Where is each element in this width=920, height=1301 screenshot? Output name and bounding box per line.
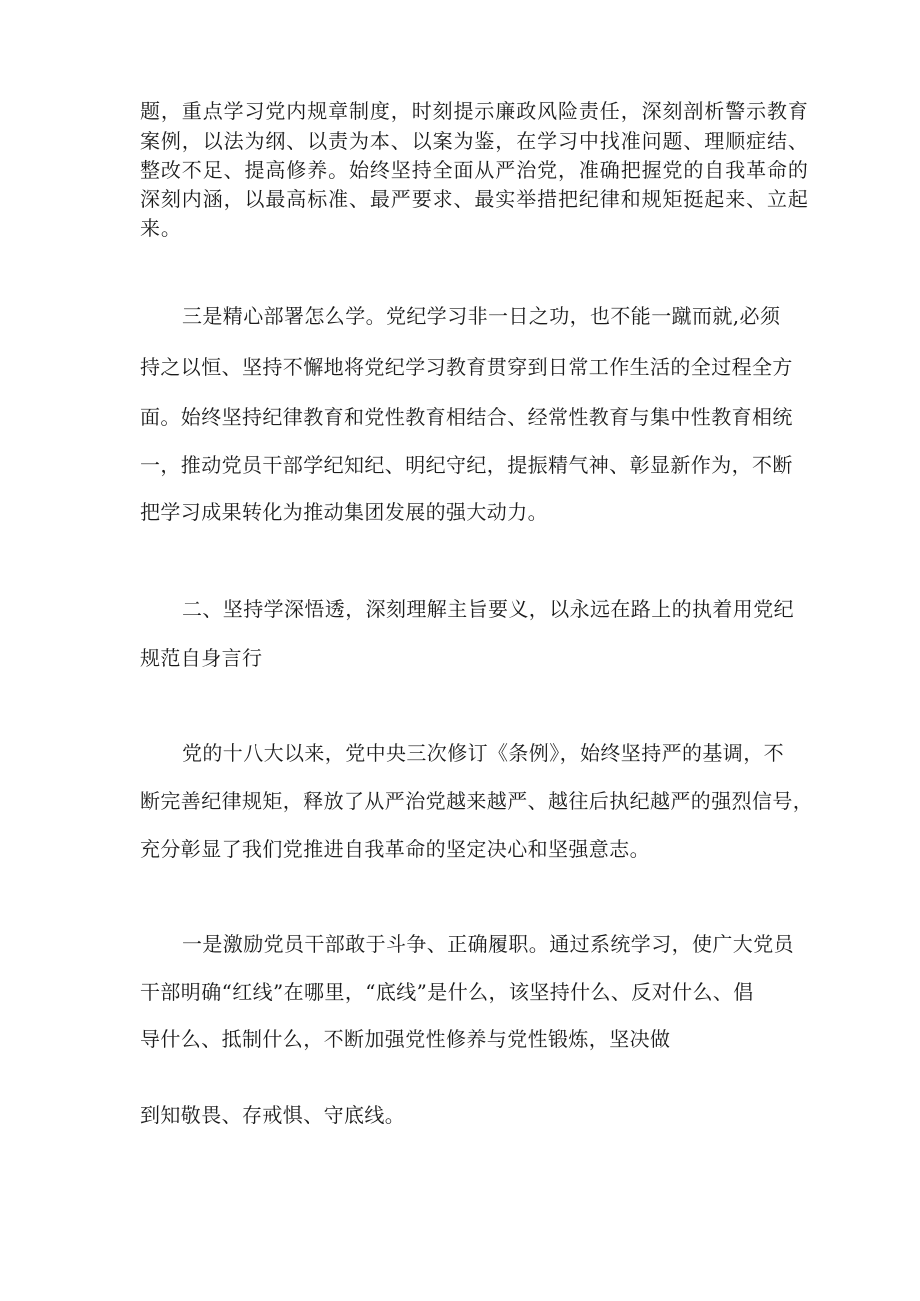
paragraph-line: 把学习成果转化为推动集团发展的强大动力。 (140, 500, 548, 524)
paragraph-line: 来。 (140, 216, 182, 240)
paragraph-line: 充分彰显了我们党推进自我革命的坚定决心和坚强意志。 (140, 837, 650, 861)
paragraph-line: 面。始终坚持纪律教育和党性教育相结合、经常性教育与集中性教育相统 (140, 405, 793, 429)
paragraph-line: 题，重点学习党内规章制度，时刻提示廉政风险责任，深刻剖析警示教育 (140, 99, 809, 123)
paragraph-line: 党的十八大以来，党中央三次修订《条例》，始终坚持严的基调，不 (182, 741, 784, 765)
paragraph-line: 持之以恒、坚持不懈地将党纪学习教育贯穿到日常工作生活的全过程全方 (140, 355, 793, 379)
paragraph-line: 断完善纪律规矩，释放了从严治党越来越严、越往后执纪越严的强烈信号， (140, 789, 814, 813)
heading-line: 二、坚持学深悟透，深刻理解主旨要义，以永远在路上的执着用党纪 (182, 597, 794, 621)
paragraph-line: 三是精心部署怎么学。党纪学习非一日之功，也不能一蹴而就,必须 (182, 304, 781, 328)
paragraph-line: 一，推动党员干部学纪知纪、明纪守纪，提振精气神、彰显新作为，不断 (140, 453, 793, 477)
paragraph-line: 深刻内涵，以最高标准、最严要求、最实举措把纪律和规矩挺起来、立起 (140, 187, 809, 211)
paragraph-line: 案例，以法为纲、以责为本、以案为鉴，在学习中找准问题、理顺症结、 (140, 129, 809, 153)
paragraph-line: 干部明确“红线”在哪里，“底线”是什么，该坚持什么、反对什么、倡 (140, 980, 754, 1004)
paragraph-line: 整改不足、提高修养。始终坚持全面从严治党，准确把握党的自我革命的 (140, 158, 809, 182)
paragraph-line: 到知敬畏、存戒惧、守底线。 (140, 1103, 406, 1127)
paragraph-line: 一是激励党员干部敢于斗争、正确履职。通过系统学习，使广大党员 (182, 932, 794, 956)
paragraph-line: 导什么、抵制什么，不断加强党性修养与党性锻炼，坚决做 (140, 1027, 671, 1051)
heading-line: 规范自身言行 (140, 646, 263, 670)
